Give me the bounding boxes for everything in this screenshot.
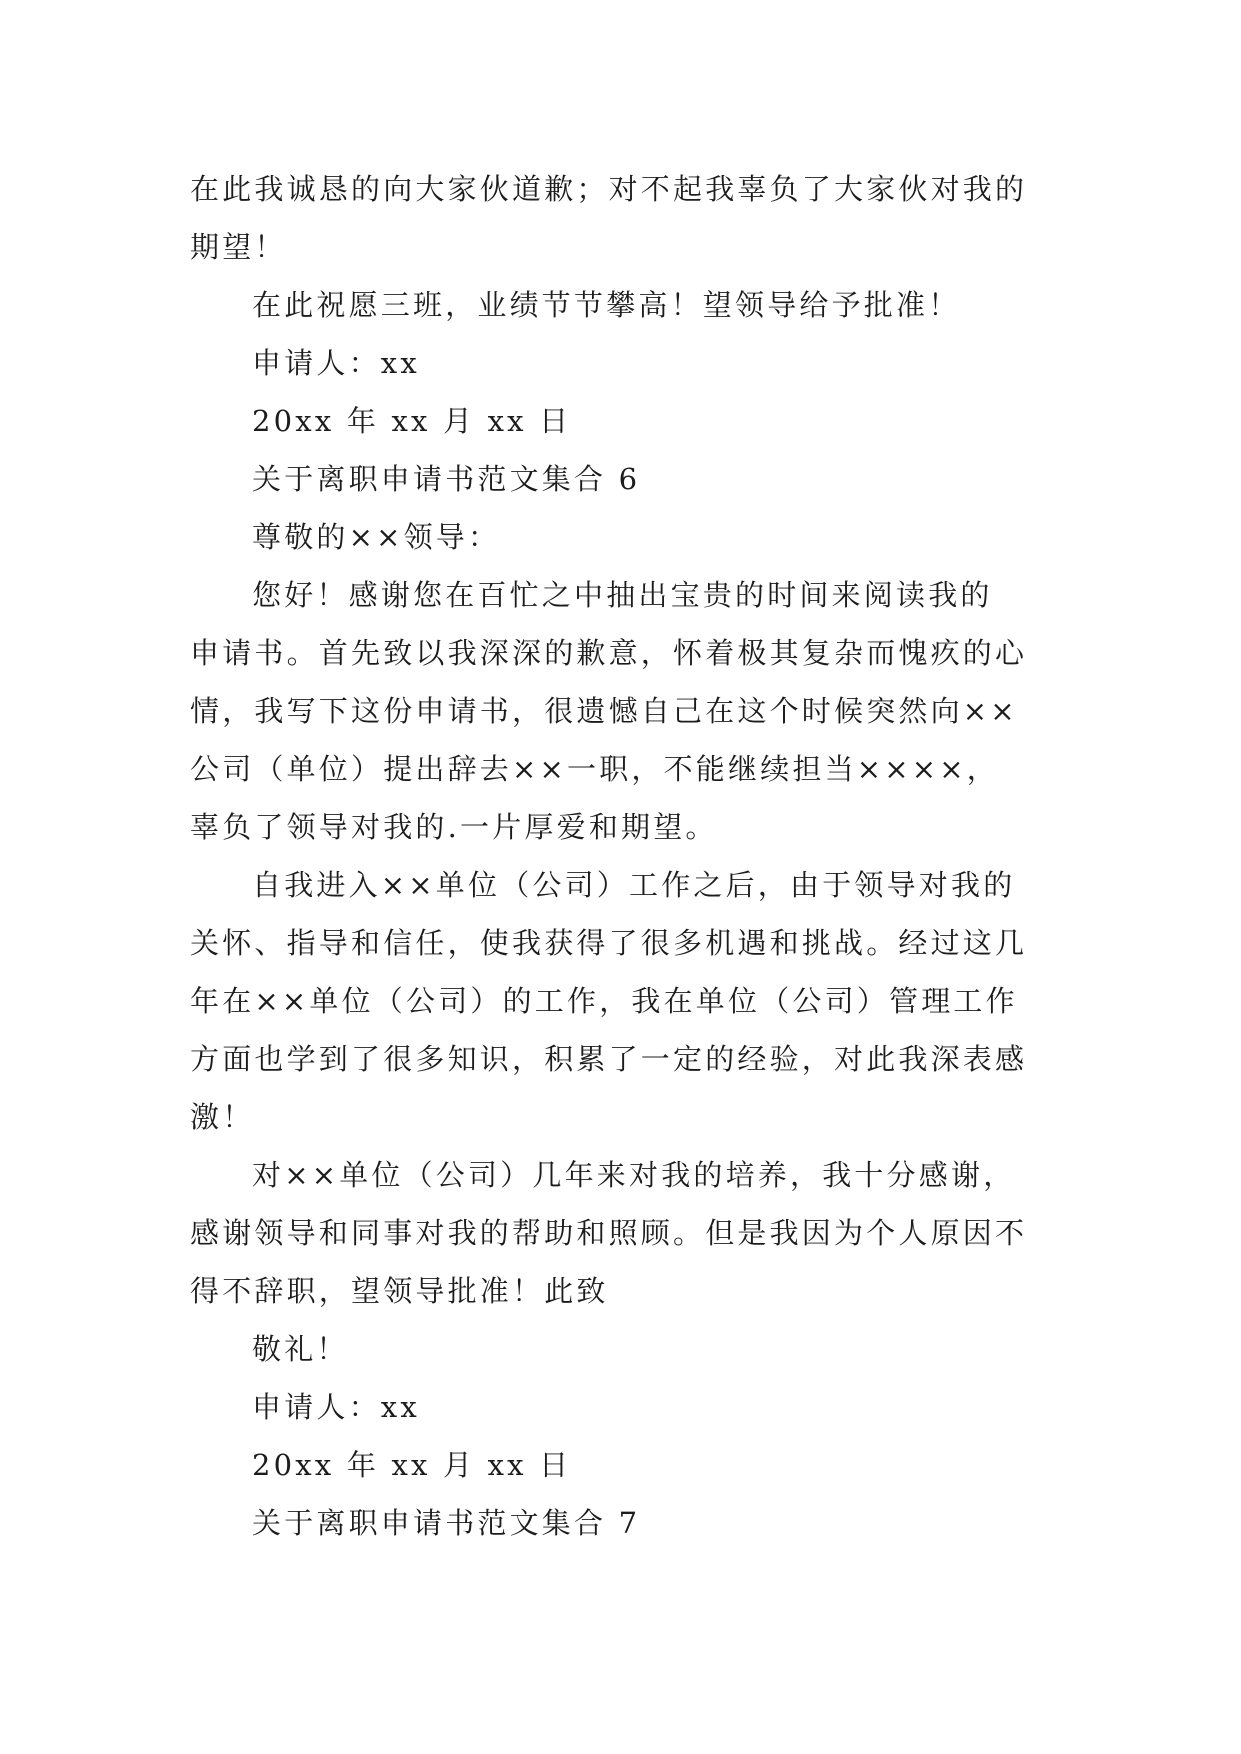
applicant-line: 申请人：xx [252, 1390, 420, 1424]
text-line: 期望！ [190, 230, 287, 264]
text-line: 得不辞职，望领导批准！此致 [190, 1274, 609, 1308]
text-line: 在此我诚恳的向大家伙道歉；对不起我辜负了大家伙对我的 [190, 172, 1028, 206]
document-body [190, 160, 1060, 1552]
date-line: 20xx 年 xx 月 xx 日 [252, 404, 572, 438]
closing: 敬礼！ [252, 1332, 349, 1366]
text-line: 自我进入××单位（公司）工作之后，由于领导对我的 [252, 868, 1016, 902]
text-line: 您好！感谢您在百忙之中抽出宝贵的时间来阅读我的 [252, 578, 993, 612]
text-line: 激！ [190, 1100, 255, 1134]
text-line: 方面也学到了很多知识，积累了一定的经验，对此我深表感 [190, 1042, 1028, 1076]
section-heading: 关于离职申请书范文集合 6 [252, 462, 641, 496]
text-line: 辜负了领导对我的.一片厚爱和期望。 [190, 810, 718, 844]
text-line: 公司（单位）提出辞去××一职，不能继续担当××××， [190, 752, 999, 786]
text-line: 对××单位（公司）几年来对我的培养，我十分感谢， [252, 1158, 1016, 1192]
text-line: 申请书。首先致以我深深的歉意，怀着极其复杂而愧疚的心 [190, 636, 1028, 670]
applicant-line: 申请人：xx [252, 346, 420, 380]
text-line: 年在××单位（公司）的工作，我在单位（公司）管理工作 [190, 984, 1018, 1018]
section-heading: 关于离职申请书范文集合 7 [252, 1506, 641, 1540]
text-line: 情，我写下这份申请书，很遗憾自己在这个时候突然向×× [190, 694, 1018, 728]
text-line: 感谢领导和同事对我的帮助和照顾。但是我因为个人原因不 [190, 1216, 1028, 1250]
salutation: 尊敬的××领导： [252, 520, 501, 554]
text-line: 关怀、指导和信任，使我获得了很多机遇和挑战。经过这几 [190, 926, 1028, 960]
text-line: 在此祝愿三班，业绩节节攀高！望领导给予批准！ [252, 288, 961, 322]
date-line: 20xx 年 xx 月 xx 日 [252, 1448, 572, 1482]
